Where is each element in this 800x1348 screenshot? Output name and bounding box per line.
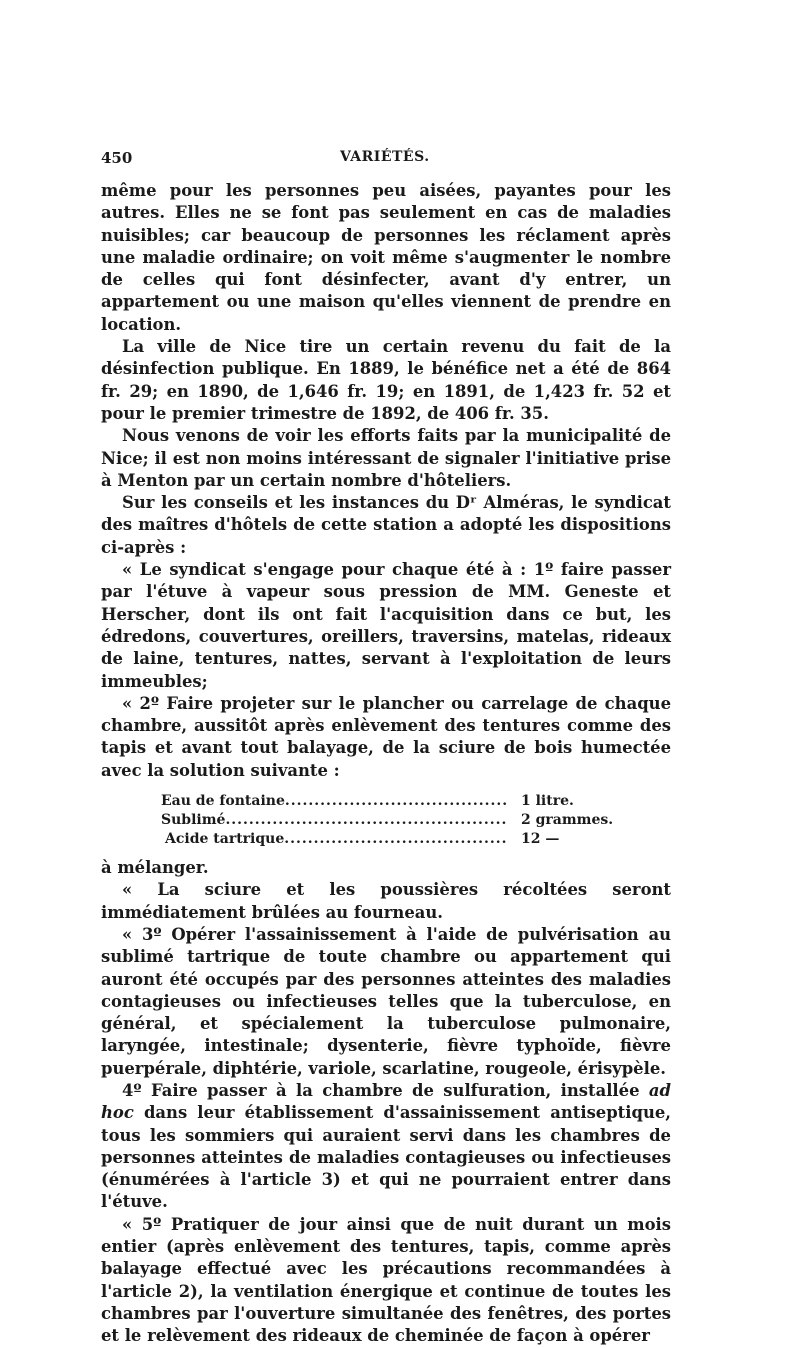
page-number: 450: [101, 149, 133, 167]
paragraph-sciure: « La sciure et les poussières récoltées seront immédiatement brûlées au fourneau.: [101, 880, 671, 922]
recipe-ingredient: Sublimé: [161, 812, 226, 829]
recipe-row: [161, 811, 621, 830]
recipe-table: [161, 792, 621, 849]
recipe-quantity: 12 —: [521, 831, 560, 848]
dot-leader: [285, 792, 507, 811]
recipe-ingredient: Eau de fontaine: [161, 793, 285, 810]
running-title: VARIÉTÉS.: [340, 149, 430, 165]
paragraph-article-4: [101, 1080, 671, 1214]
paragraph-melanger: à mélanger.: [101, 858, 209, 878]
paragraph-syndicat: Sur les conseils et les instances du Dʳ Alméras, le syndicat des maîtres d'hôtels de cette station a adopté les dispositions ci-après :: [101, 493, 671, 557]
dot-leader: [225, 811, 507, 830]
dot-leader: [284, 830, 507, 849]
recipe-row: [161, 830, 621, 849]
recipe-quantity: 1 litre.: [521, 793, 574, 810]
paragraph-article-5: « 5º Pratiquer de jour ainsi que de nuit durant un mois entier (après enlèvement des tentures, tapis, comme après balayage effectué avec les précautions recommandées à l'article 2), la ventilation énergique et continue de toutes les chambres par l'ouverture simultanée des fenêtres, des portes et le relèvement des rideaux de cheminée de façon à opérer: [101, 1214, 671, 1346]
italic-ad-hoc: ad hoc: [101, 1080, 671, 1123]
recipe-ingredient: Acide tartrique: [165, 831, 285, 848]
paragraph-nice-revenue: La ville de Nice tire un certain revenu du fait de la désinfection publique. En 1889, le bénéfice net a été de 864 fr. 29; en 1890, de 1,646 fr. 19; en 1891, de 1,423 fr. 52 et pour le premier trimestre de 1892, de 406 fr. 35.: [101, 337, 671, 423]
paragraph-continuation: même pour les personnes peu aisées, payantes pour les autres. Elles ne se font pas seulement en cas de maladies nuisibles; car beaucoup de personnes les réclament après une maladie ordinaire; on voit même s'augmenter le nombre de celles qui font désinfecter, avant d'y entrer, un appartement ou une maison qu'elles viennent de prendre en location.: [101, 181, 671, 334]
recipe-row: [161, 792, 621, 811]
article-4-text-end: dans leur établissement d'assainissement antiseptique, tous les sommiers qui auraient servi dans les chambres de personnes atteintes de maladies contagieuses ou infectieuses (énumérées à l'article 3) et qui ne pourraient entrer dans l'étuve.: [101, 1103, 671, 1212]
paragraph-menton-intro: Nous venons de voir les efforts faits par la municipalité de Nice; il est non moins intéressant de signaler l'initiative prise à Menton par un certain nombre d'hôteliers.: [101, 426, 671, 490]
paragraph-article-3: « 3º Opérer l'assainissement à l'aide de pulvérisation au sublimé tartrique de toute chambre ou appartement qui auront été occupés par des personnes atteintes des maladies contagieuses ou infectieuses telles que la tuberculose, en général, et spécialement la tuberculose pulmonaire, laryngée, intestinale; dysenterie, fièvre typhoïde, fièvre puerpérale, diphtérie, variole, scarlatine, rougeole, érisypèle.: [101, 924, 671, 1078]
paragraph-article-1: « Le syndicat s'engage pour chaque été à : 1º faire passer par l'étuve à vapeur sous pression de MM. Geneste et Herscher, dont ils ont fait l'acquisition dans ce but, les édredons, couvertures, oreillers, traversins, matelas, rideaux de laine, tentures, nattes, servant à l'exploitation de leurs immeubles;: [101, 560, 671, 691]
page-header: [0, 149, 800, 171]
body-text: [101, 180, 671, 1348]
recipe-quantity: 2 grammes.: [521, 812, 614, 829]
article-4-text-start: 4º Faire passer à la chambre de sulfuration, installée: [122, 1080, 649, 1100]
paragraph-article-2: « 2º Faire projeter sur le plancher ou carrelage de chaque chambre, aussitôt après enlèvement des tentures comme des tapis et avant tout balayage, de la sciure de bois humectée avec la solution suivante :: [101, 693, 671, 780]
